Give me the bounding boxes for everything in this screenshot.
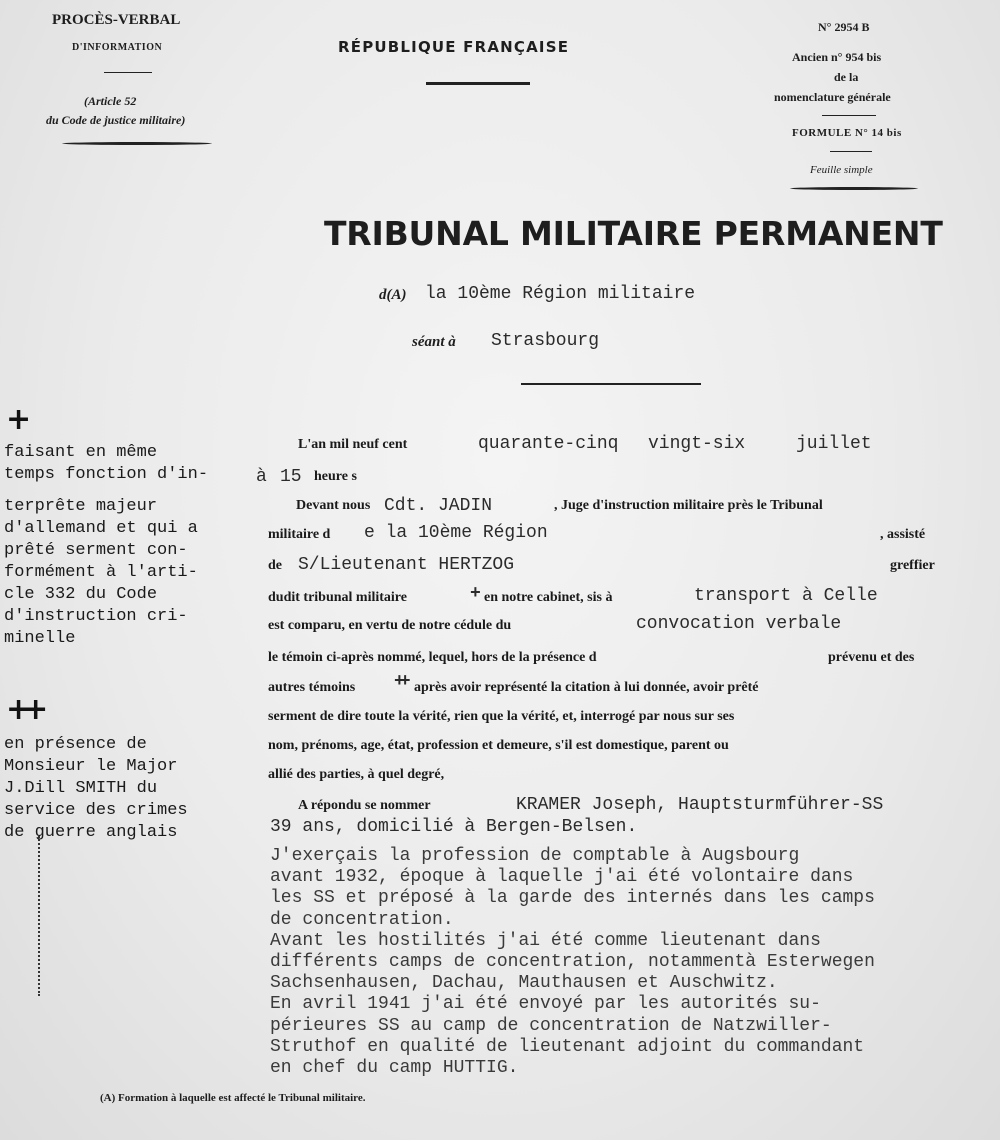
allie-label: allié des parties, à quel degré, (268, 767, 445, 782)
article-reference: (Article 52 (84, 94, 137, 108)
header-right-rule (822, 115, 876, 116)
citation-label: après avoir représenté la citation à lui donnée, avoir prêté (414, 680, 759, 695)
margin-line: de guerre anglais (4, 823, 178, 842)
header-right-rule-2 (830, 151, 872, 152)
proces-verbal-title: PROCÈS-VERBAL (52, 12, 181, 28)
seant-prefix: séant à (412, 334, 456, 350)
date-year: quarante-cinq (478, 434, 619, 454)
location-typed: transport à Celle (694, 586, 878, 606)
margin-mark-2: ++ (6, 692, 41, 727)
judge-title: , Juge d'instruction militaire près le Tribunal (554, 498, 823, 513)
ancien-number: Ancien n° 954 bis (792, 50, 882, 64)
footnote: (A) Formation à laquelle est affecté le Tribunal militaire. (100, 1092, 366, 1104)
margin-line: service des crimes (4, 801, 188, 820)
region-prefix: d(A) (379, 287, 407, 303)
statement-line: En avril 1941 j'ai été envoyé par les autorités su- (270, 994, 821, 1015)
region-name: la 10ème Région militaire (425, 284, 696, 304)
code-reference: du Code de justice militaire) (46, 113, 186, 127)
devant-nous-label: Devant nous (296, 498, 371, 513)
margin-line: formément à l'arti- (4, 563, 198, 582)
cabinet-label: en notre cabinet, sis à (484, 590, 613, 605)
statement-line: différents camps de concentration, notammentà Esterwegen (270, 952, 875, 973)
de-label: de (268, 558, 282, 573)
nomenclature-text: nomenclature générale (774, 90, 891, 104)
serment-label: serment de dire toute la vérité, rien que la vérité, et, interrogé par nous sur ses (268, 709, 735, 724)
annotation-mark-1: + (470, 584, 481, 604)
formule-number: FORMULE N° 14 bis (792, 127, 902, 139)
hour-prefix: à (256, 467, 267, 487)
republique-heading: RÉPUBLIQUE FRANÇAISE (338, 38, 570, 56)
header-right-swash (790, 187, 918, 190)
margin-dotted-line (38, 836, 40, 996)
statement-line: en chef du camp HUTTIG. (270, 1058, 519, 1079)
de-la-text: de la (834, 70, 859, 84)
margin-line: temps fonction d'in- (4, 465, 209, 484)
statement-line: de concentration. (270, 909, 454, 930)
temoin-label: le témoin ci-après nommé, lequel, hors de la présence d (268, 650, 597, 665)
tribunal-region: e la 10ème Région (364, 523, 548, 543)
statement-line: les SS et préposé à la garde des internés dans les camps (270, 888, 875, 909)
prevenu-label: prévenu et des (828, 650, 915, 665)
hour-label: heure s (314, 469, 357, 484)
witness-statement (270, 846, 875, 1079)
statement-line: Sachsenhausen, Dachau, Mauthausen et Auschwitz. (270, 973, 778, 994)
statement-line: J'exerçais la profession de comptable à Augsbourg (270, 846, 800, 866)
margin-note-interpreter (4, 442, 208, 650)
assiste-label: , assisté (880, 527, 926, 542)
margin-line: faisant en même (4, 443, 158, 462)
date-label: L'an mil neuf cent (298, 437, 408, 452)
margin-note-presence (4, 734, 188, 844)
margin-line: Monsieur le Major (4, 757, 178, 776)
greffier-name: S/Lieutenant HERTZOG (298, 555, 515, 575)
margin-line: prêté serment con- (4, 541, 188, 560)
statement-line: Avant les hostilités j'ai été comme lieutenant dans (270, 930, 821, 951)
feuille-simple: Feuille simple (810, 164, 873, 176)
republique-rule (426, 82, 530, 85)
tribunal-title: TRIBUNAL MILITAIRE PERMANENT (324, 214, 943, 253)
header-left-swash (62, 142, 212, 145)
autres-temoins-label: autres témoins (268, 680, 356, 695)
greffier-label: greffier (890, 558, 935, 573)
judge-name: Cdt. JADIN (384, 496, 493, 516)
margin-line: terprête majeur (4, 497, 158, 516)
statement-line: Struthof en qualité de lieutenant adjoint du commandant (270, 1036, 865, 1057)
margin-line: J.Dill SMITH du (4, 779, 158, 798)
convocation-typed: convocation verbale (636, 614, 842, 634)
statement-line: avant 1932, époque à laquelle j'ai été volontaire dans (270, 867, 854, 888)
margin-line: d'instruction cri- (4, 607, 188, 626)
date-day: vingt-six (648, 434, 746, 454)
identite-label: nom, prénoms, age, état, profession et demeure, s'il est domestique, parent ou (268, 738, 729, 753)
repondu-label: A répondu se nommer (298, 798, 431, 813)
dudit-tribunal-label: dudit tribunal militaire (268, 590, 407, 605)
margin-line: en présence de (4, 735, 147, 754)
date-month: juillet (796, 434, 872, 454)
title-rule (521, 383, 701, 385)
annotation-mark-2: ++ (394, 672, 406, 692)
statement-line: périeures SS au camp de concentration de Natzwiller- (270, 1015, 832, 1036)
witness-name: KRAMER Joseph, Hauptsturmführer-SS (516, 795, 884, 815)
hour-value: 15 (280, 467, 302, 487)
comparu-label: est comparu, en vertu de notre cédule du (268, 618, 512, 633)
margin-mark-1: + (6, 402, 32, 437)
information-subtitle: D'INFORMATION (72, 42, 163, 53)
document-number: N° 2954 B (818, 20, 870, 34)
margin-line: d'allemand et qui a (4, 519, 198, 538)
witness-age-residence: 39 ans, domicilié à Bergen-Belsen. (270, 817, 638, 837)
tribunal-city: Strasbourg (491, 331, 600, 351)
margin-line: cle 332 du Code (4, 585, 158, 604)
header-left-rule (104, 72, 152, 73)
militaire-label: militaire d (268, 527, 331, 542)
margin-line: minelle (4, 629, 76, 648)
